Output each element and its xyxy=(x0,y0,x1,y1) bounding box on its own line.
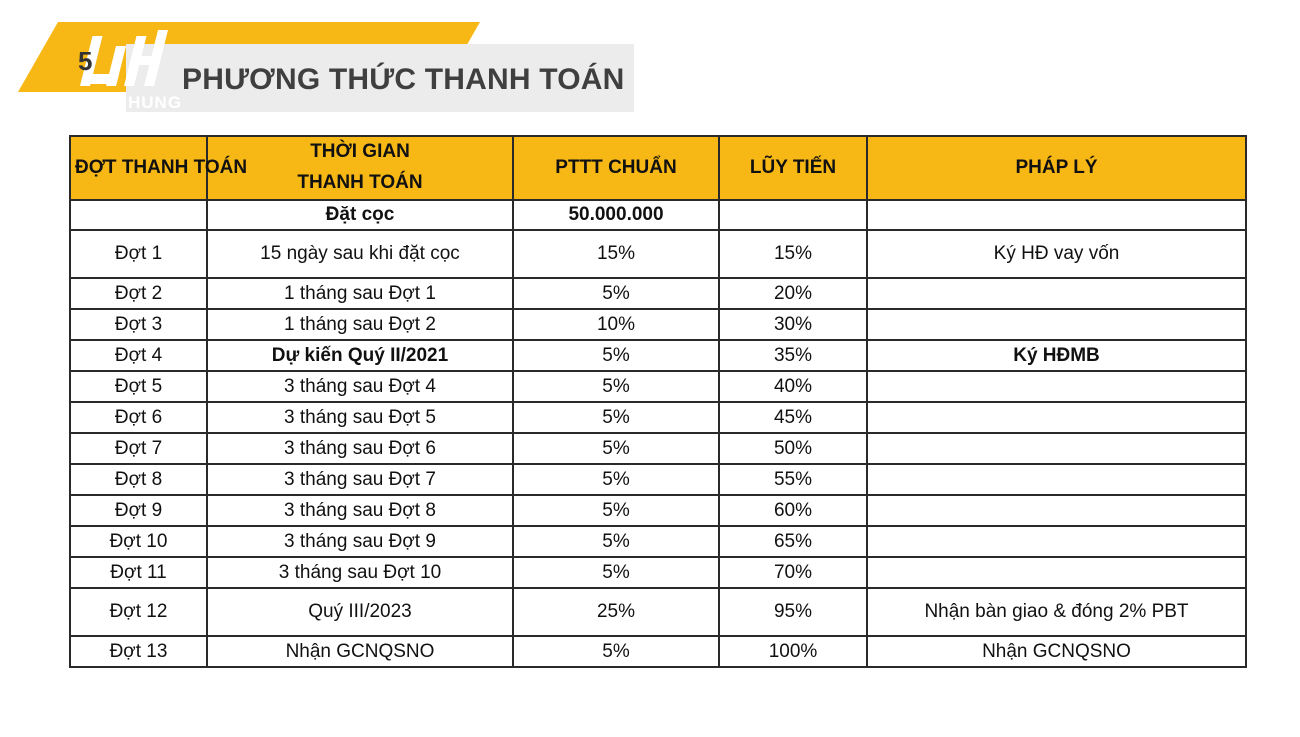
payment-time-cell: Đặt cọc xyxy=(207,200,513,230)
header-payment-time: THỜI GIAN THANH TOÁN xyxy=(207,136,513,200)
payment-time-cell: Nhận GCNQSNO xyxy=(207,636,513,667)
cumulative-cell: 95% xyxy=(719,588,867,636)
cumulative-cell: 50% xyxy=(719,433,867,464)
legal-cell xyxy=(867,526,1246,557)
cumulative-cell: 70% xyxy=(719,557,867,588)
payment-schedule-table xyxy=(69,135,1247,668)
installment-cell: Đợt 5 xyxy=(70,371,207,402)
table-row xyxy=(70,433,1246,464)
installment-cell: Đợt 9 xyxy=(70,495,207,526)
installment-cell: Đợt 4 xyxy=(70,340,207,371)
cumulative-cell: 60% xyxy=(719,495,867,526)
standard-method-cell: 5% xyxy=(513,495,719,526)
legal-cell xyxy=(867,278,1246,309)
payment-time-cell: Dự kiến Quý II/2021 xyxy=(207,340,513,371)
table-row xyxy=(70,526,1246,557)
cumulative-cell: 30% xyxy=(719,309,867,340)
standard-method-cell: 5% xyxy=(513,526,719,557)
header-legal: PHÁP LÝ xyxy=(867,136,1246,200)
cumulative-cell: 45% xyxy=(719,402,867,433)
payment-time-cell: 3 tháng sau Đợt 10 xyxy=(207,557,513,588)
logo-mark: 5 xyxy=(78,46,93,76)
cumulative-cell xyxy=(719,200,867,230)
cumulative-cell: 40% xyxy=(719,371,867,402)
standard-method-cell: 5% xyxy=(513,636,719,667)
payment-time-cell: 3 tháng sau Đợt 5 xyxy=(207,402,513,433)
standard-method-cell: 5% xyxy=(513,402,719,433)
table-row xyxy=(70,309,1246,340)
legal-cell xyxy=(867,200,1246,230)
payment-time-cell: 3 tháng sau Đợt 7 xyxy=(207,464,513,495)
cumulative-cell: 100% xyxy=(719,636,867,667)
legal-cell xyxy=(867,371,1246,402)
legal-cell: Ký HĐMB xyxy=(867,340,1246,371)
table-header-row xyxy=(70,136,1246,200)
cumulative-cell: 65% xyxy=(719,526,867,557)
legal-cell: Nhận GCNQSNO xyxy=(867,636,1246,667)
payment-time-cell: 15 ngày sau khi đặt cọc xyxy=(207,230,513,278)
logo-subtext: HUNG xyxy=(128,93,183,112)
installment-cell: Đợt 6 xyxy=(70,402,207,433)
payment-time-cell: Quý III/2023 xyxy=(207,588,513,636)
cumulative-cell: 15% xyxy=(719,230,867,278)
table-row xyxy=(70,588,1246,636)
payment-time-cell: 3 tháng sau Đợt 8 xyxy=(207,495,513,526)
legal-cell xyxy=(867,557,1246,588)
standard-method-cell: 5% xyxy=(513,433,719,464)
installment-cell: Đợt 12 xyxy=(70,588,207,636)
cumulative-cell: 55% xyxy=(719,464,867,495)
header-installment: ĐỢT THANH TOÁN xyxy=(70,136,207,200)
standard-method-cell: 25% xyxy=(513,588,719,636)
standard-method-cell: 5% xyxy=(513,464,719,495)
payment-time-cell: 3 tháng sau Đợt 4 xyxy=(207,371,513,402)
legal-cell: Nhận bàn giao & đóng 2% PBT xyxy=(867,588,1246,636)
installment-cell: Đợt 11 xyxy=(70,557,207,588)
table-row xyxy=(70,557,1246,588)
table-row xyxy=(70,278,1246,309)
payment-time-cell: 3 tháng sau Đợt 9 xyxy=(207,526,513,557)
standard-method-cell: 50.000.000 xyxy=(513,200,719,230)
payment-time-cell: 1 tháng sau Đợt 1 xyxy=(207,278,513,309)
header-standard-method: PTTT CHUẨN xyxy=(513,136,719,200)
standard-method-cell: 5% xyxy=(513,371,719,402)
standard-method-cell: 5% xyxy=(513,557,719,588)
cumulative-cell: 35% xyxy=(719,340,867,371)
standard-method-cell: 5% xyxy=(513,340,719,371)
installment-cell: Đợt 2 xyxy=(70,278,207,309)
installment-cell: Đợt 1 xyxy=(70,230,207,278)
standard-method-cell: 5% xyxy=(513,278,719,309)
table-row xyxy=(70,371,1246,402)
table-row xyxy=(70,402,1246,433)
installment-cell: Đợt 7 xyxy=(70,433,207,464)
table-row xyxy=(70,636,1246,667)
legal-cell xyxy=(867,309,1246,340)
header-cumulative: LŨY TIẾN xyxy=(719,136,867,200)
legal-cell xyxy=(867,495,1246,526)
legal-cell xyxy=(867,402,1246,433)
installment-cell xyxy=(70,200,207,230)
table-row xyxy=(70,340,1246,371)
table-row xyxy=(70,464,1246,495)
standard-method-cell: 15% xyxy=(513,230,719,278)
standard-method-cell: 10% xyxy=(513,309,719,340)
payment-time-cell: 1 tháng sau Đợt 2 xyxy=(207,309,513,340)
installment-cell: Đợt 13 xyxy=(70,636,207,667)
table-row xyxy=(70,230,1246,278)
payment-time-cell: 3 tháng sau Đợt 6 xyxy=(207,433,513,464)
installment-cell: Đợt 3 xyxy=(70,309,207,340)
page-title: PHƯƠNG THỨC THANH TOÁN xyxy=(182,63,625,96)
installment-cell: Đợt 8 xyxy=(70,464,207,495)
legal-cell xyxy=(867,464,1246,495)
table-row xyxy=(70,495,1246,526)
table-row xyxy=(70,200,1246,230)
cumulative-cell: 20% xyxy=(719,278,867,309)
legal-cell: Ký HĐ vay vốn xyxy=(867,230,1246,278)
installment-cell: Đợt 10 xyxy=(70,526,207,557)
legal-cell xyxy=(867,433,1246,464)
